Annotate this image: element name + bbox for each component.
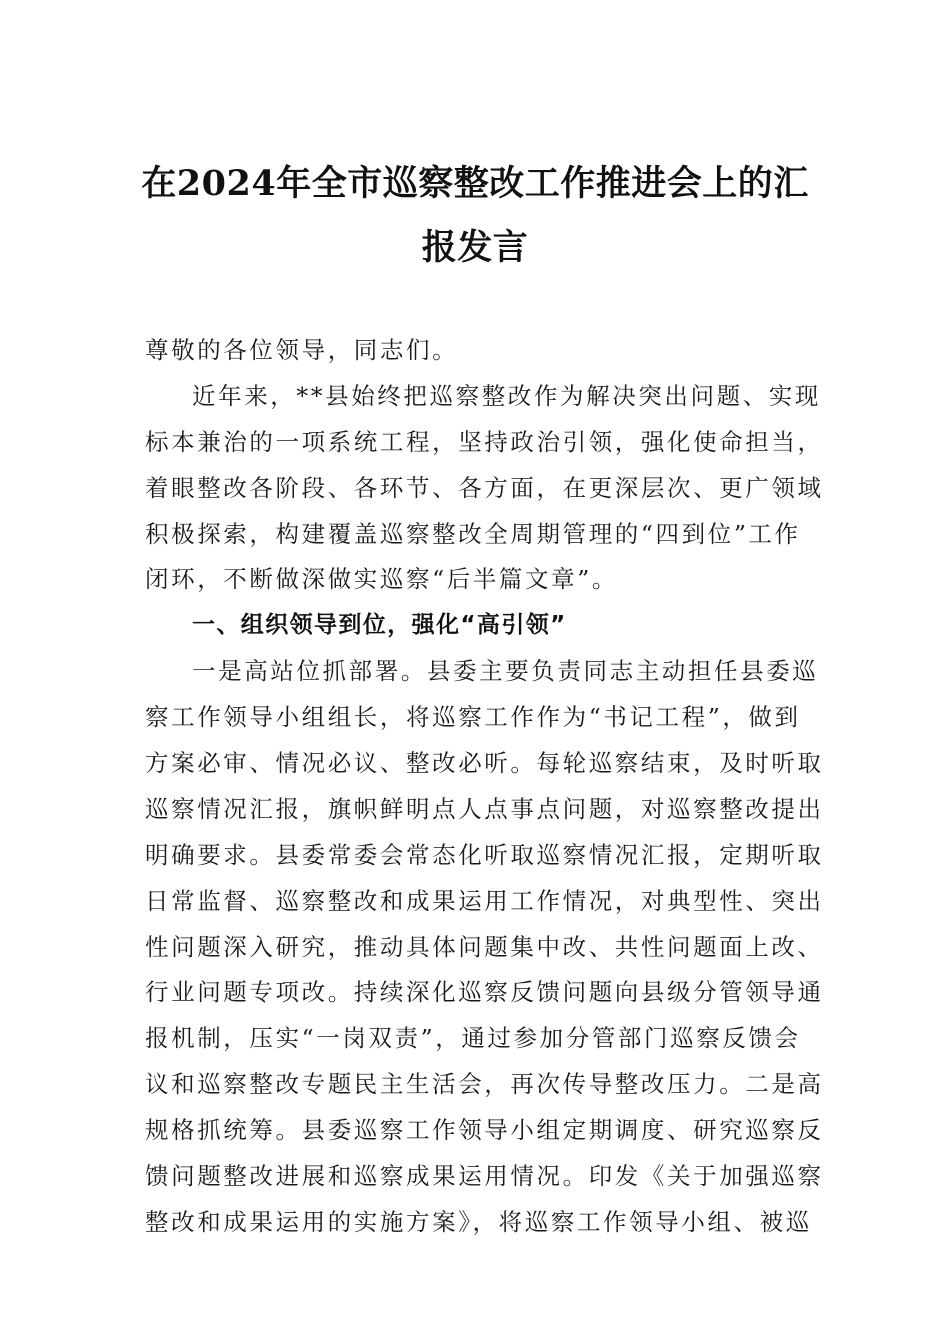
section-line: 行业问题专项改。持续深化巡察反馈问题向县级分管领导通 [145,978,824,1007]
intro-line: 近年来，**县始终把巡察整改作为解决突出问题、实现 [192,381,821,410]
section-line: 方案必审、情况必议、整改必听。每轮巡察结束，及时听取 [145,749,824,778]
section-line: 性问题深入研究，推动具体问题集中改、共性问题面上改、 [145,932,824,961]
title-line-1: 在2024年全市巡察整改工作推进会上的汇 [141,163,809,204]
intro-line: 着眼整改各阶段、各环节、各方面，在更深层次、更广领域 [145,473,824,502]
title-line-2: 报发言 [421,227,529,268]
section-line: 巡察情况汇报，旗帜鲜明点人点事点问题，对巡察整改提出 [145,794,824,823]
section-line: 馈问题整改进展和巡察成果运用情况。印发《关于加强巡察 [145,1162,824,1191]
section-line: 规格抓统筹。县委巡察工作领导小组定期调度、研究巡察反 [145,1116,824,1145]
section-line: 报机制，压实“一岗双责”，通过参加分管部门巡察反馈会 [145,1024,801,1053]
section-line: 日常监督、巡察整改和成果运用工作情况，对典型性、突出 [145,886,824,915]
document-title [140,152,810,280]
intro-line: 积极探索，构建覆盖巡察整改全周期管理的“四到位”工作 [145,519,801,548]
document-body [145,328,824,1246]
intro-line: 标本兼治的一项系统工程，坚持政治引领，强化使命担当， [145,427,824,456]
section-line: 整改和成果运用的实施方案》，将巡察工作领导小组、被巡 [145,1207,812,1236]
section-line: 一是高站位抓部署。县委主要负责同志主动担任县委巡 [192,657,819,686]
section-line: 察工作领导小组组长，将巡察工作作为“书记工程”，做到 [145,703,801,732]
intro-line: 闭环，不断做深做实巡察“后半篇文章”。 [145,565,618,594]
section-line: 议和巡察整改专题民主生活会，再次传导整改压力。二是高 [145,1070,824,1099]
section-line: 明确要求。县委常委会常态化听取巡察情况汇报，定期听取 [145,840,824,869]
section-heading: 一、组织领导到位，强化“高引领” [192,612,567,639]
salutation: 尊敬的各位领导，同志们。 [145,336,459,364]
